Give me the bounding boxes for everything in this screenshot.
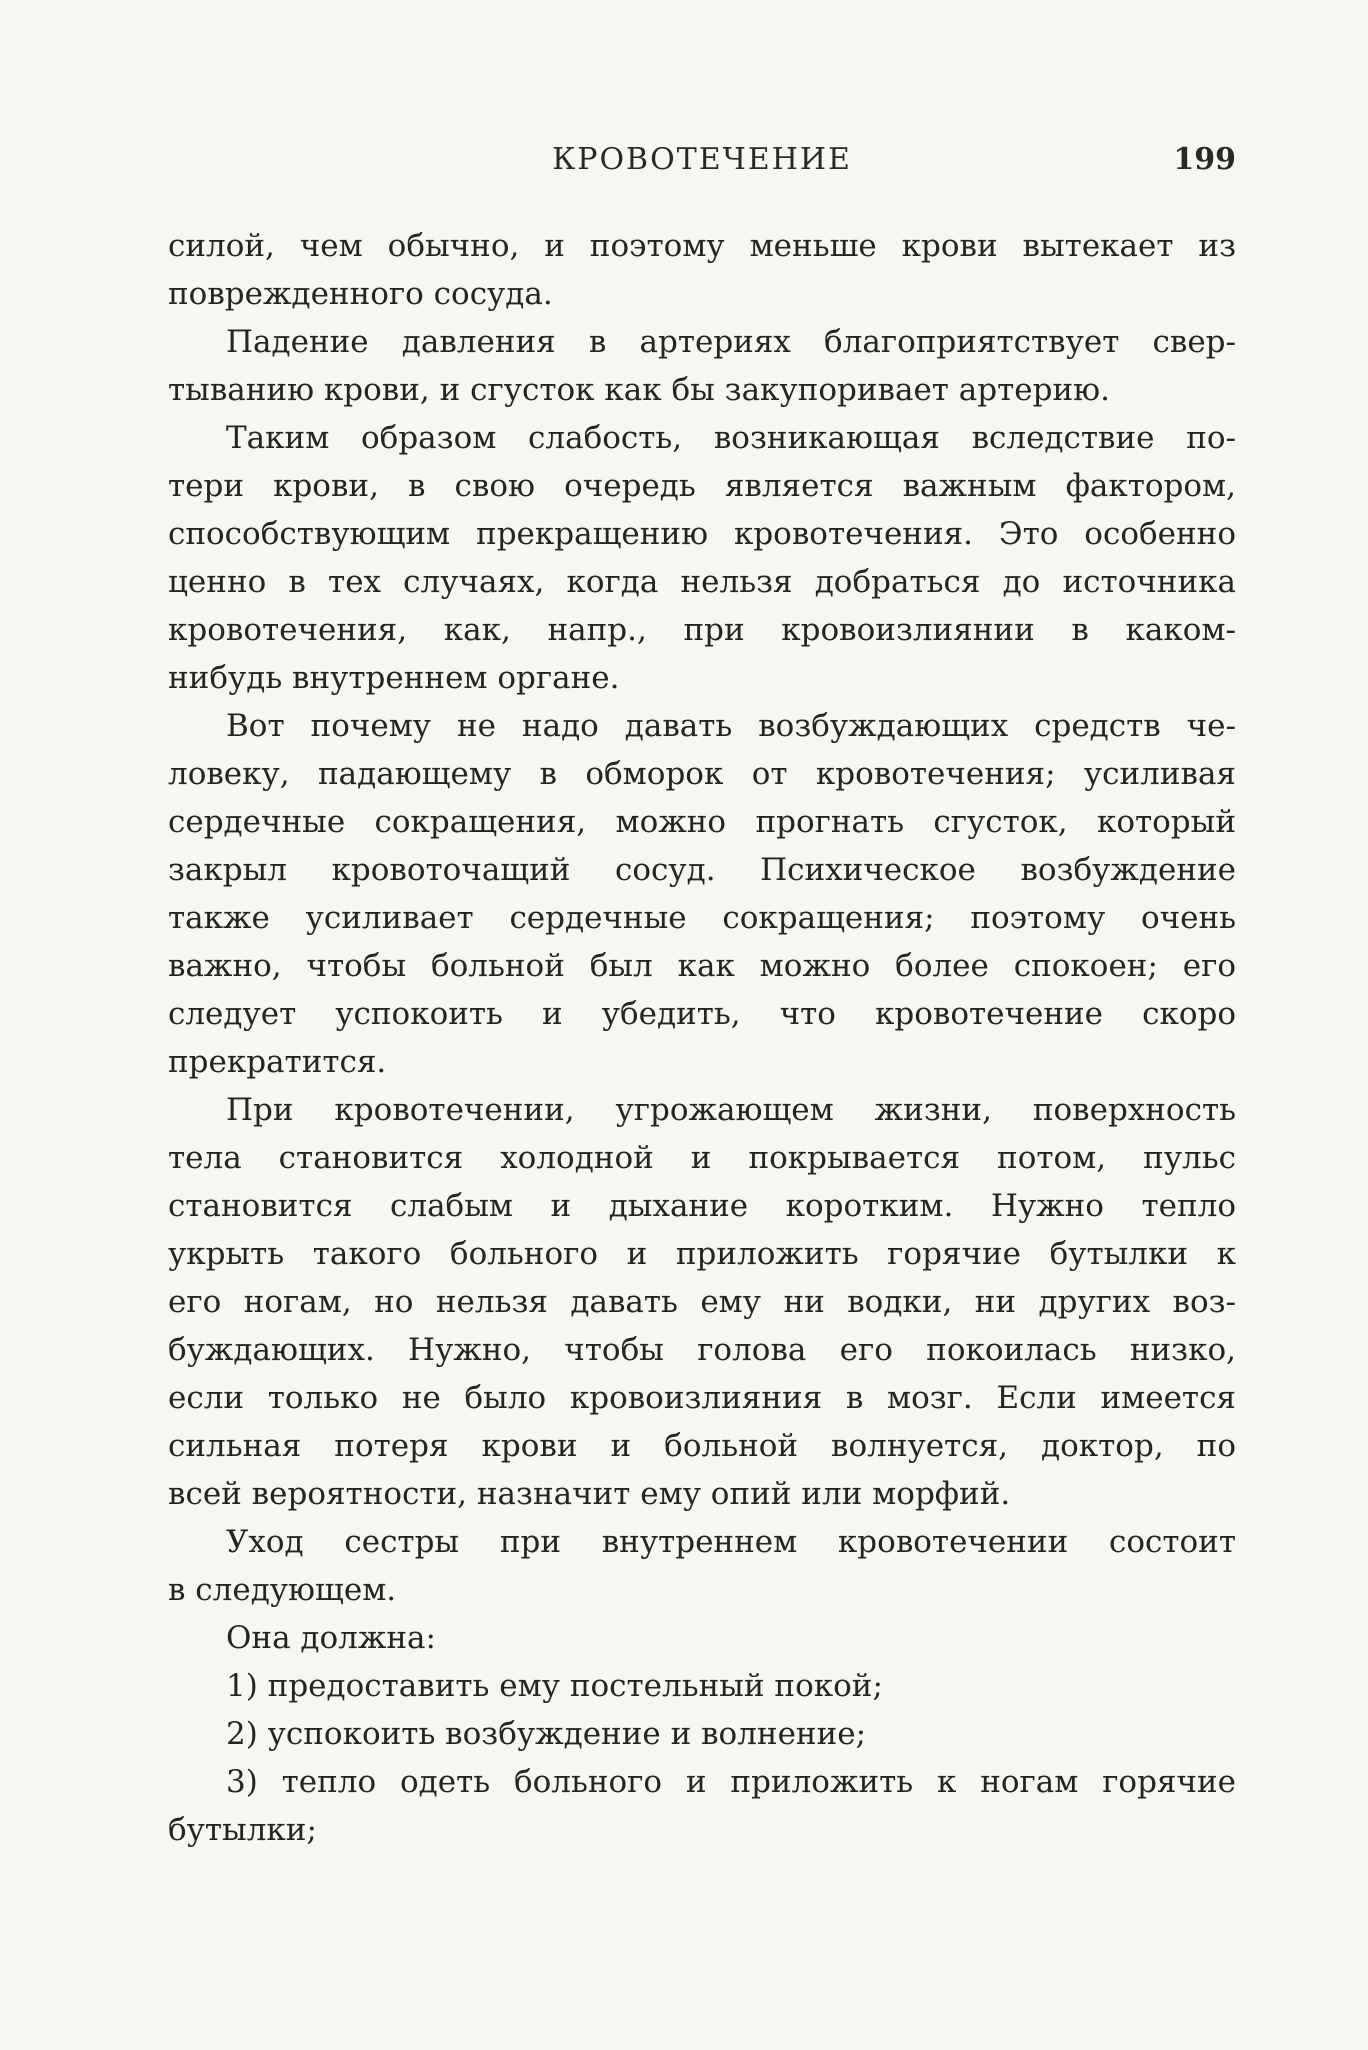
- text-line: Она должна:: [226, 1620, 436, 1656]
- paragraph: [168, 702, 1236, 1086]
- text-line: его ногам, но нельзя давать ему ни водки, ни других воз-: [168, 1284, 1236, 1320]
- paragraph: [168, 1518, 1236, 1614]
- text-line: Вот почему не надо давать возбуждающих средств че-: [226, 708, 1236, 744]
- text-line: 2) успокоить возбуждение и волнение;: [226, 1716, 867, 1752]
- text-line: бутылки;: [168, 1812, 317, 1848]
- text-line: кровотечения, как, напр., при кровоизлиянии в каком-: [168, 612, 1236, 648]
- text-line: важно, чтобы больной был как можно более спокоен; его: [168, 948, 1236, 984]
- text-line: 1) предоставить ему постельный покой;: [226, 1668, 883, 1704]
- text-line: тыванию крови, и сгусток как бы закупоривает артерию.: [168, 372, 1110, 408]
- text-line: в следующем.: [168, 1572, 397, 1608]
- page-number: 199: [1173, 142, 1236, 177]
- text-line: также усиливает сердечные сокращения; поэтому очень: [168, 900, 1236, 936]
- text-line: ценно в тех случаях, когда нельзя добраться до источника: [168, 564, 1236, 600]
- text-line: всей вероятности, назначит ему опий или морфий.: [168, 1476, 1011, 1512]
- paragraph: [168, 1086, 1236, 1518]
- text-line: При кровотечении, угрожающем жизни, поверхность: [226, 1092, 1236, 1128]
- text-line: сильная потеря крови и больной волнуется, доктор, по: [168, 1428, 1236, 1464]
- text-line: закрыл кровоточащий сосуд. Психическое возбуждение: [168, 852, 1236, 888]
- text-line: буждающих. Нужно, чтобы голова его покоилась низко,: [168, 1332, 1236, 1368]
- body-text: [168, 222, 1236, 1854]
- text-line: ловеку, падающему в обморок от кровотечения; усиливая: [168, 756, 1236, 792]
- paragraph: [168, 414, 1236, 702]
- text-line: если только не было кровоизлияния в мозг. Если имеется: [168, 1380, 1236, 1416]
- paragraph: [168, 1614, 1236, 1662]
- paragraph: [168, 222, 1236, 318]
- paragraph: [168, 1710, 1236, 1758]
- text-line: тери крови, в свою очередь является важным фактором,: [168, 468, 1236, 504]
- text-line: силой, чем обычно, и поэтому меньше крови вытекает из: [168, 228, 1236, 264]
- text-line: сердечные сокращения, можно прогнать сгусток, который: [168, 804, 1236, 840]
- running-title: КРОВОТЕЧЕНИЕ: [552, 142, 852, 177]
- text-line: следует успокоить и убедить, что кровотечение скоро: [168, 996, 1236, 1032]
- paragraph: [168, 318, 1236, 414]
- text-line: становится слабым и дыхание коротким. Нужно тепло: [168, 1188, 1236, 1224]
- text-line: 3) тепло одеть больного и приложить к ногам горячие: [226, 1764, 1236, 1800]
- running-head: [168, 140, 1236, 180]
- text-line: поврежденного сосуда.: [168, 276, 553, 312]
- text-line: нибудь внутреннем органе.: [168, 660, 620, 696]
- paragraph: [168, 1662, 1236, 1710]
- paragraph: [168, 1758, 1236, 1854]
- text-line: Уход сестры при внутреннем кровотечении состоит: [226, 1524, 1236, 1560]
- text-line: Падение давления в артериях благоприятствует свер-: [226, 324, 1236, 360]
- text-line: тела становится холодной и покрывается потом, пульс: [168, 1140, 1236, 1176]
- text-line: способствующим прекращению кровотечения. Это особенно: [168, 516, 1236, 552]
- text-line: прекратится.: [168, 1044, 387, 1080]
- text-line: Таким образом слабость, возникающая вследствие по-: [226, 420, 1236, 456]
- text-line: укрыть такого больного и приложить горячие бутылки к: [168, 1236, 1236, 1272]
